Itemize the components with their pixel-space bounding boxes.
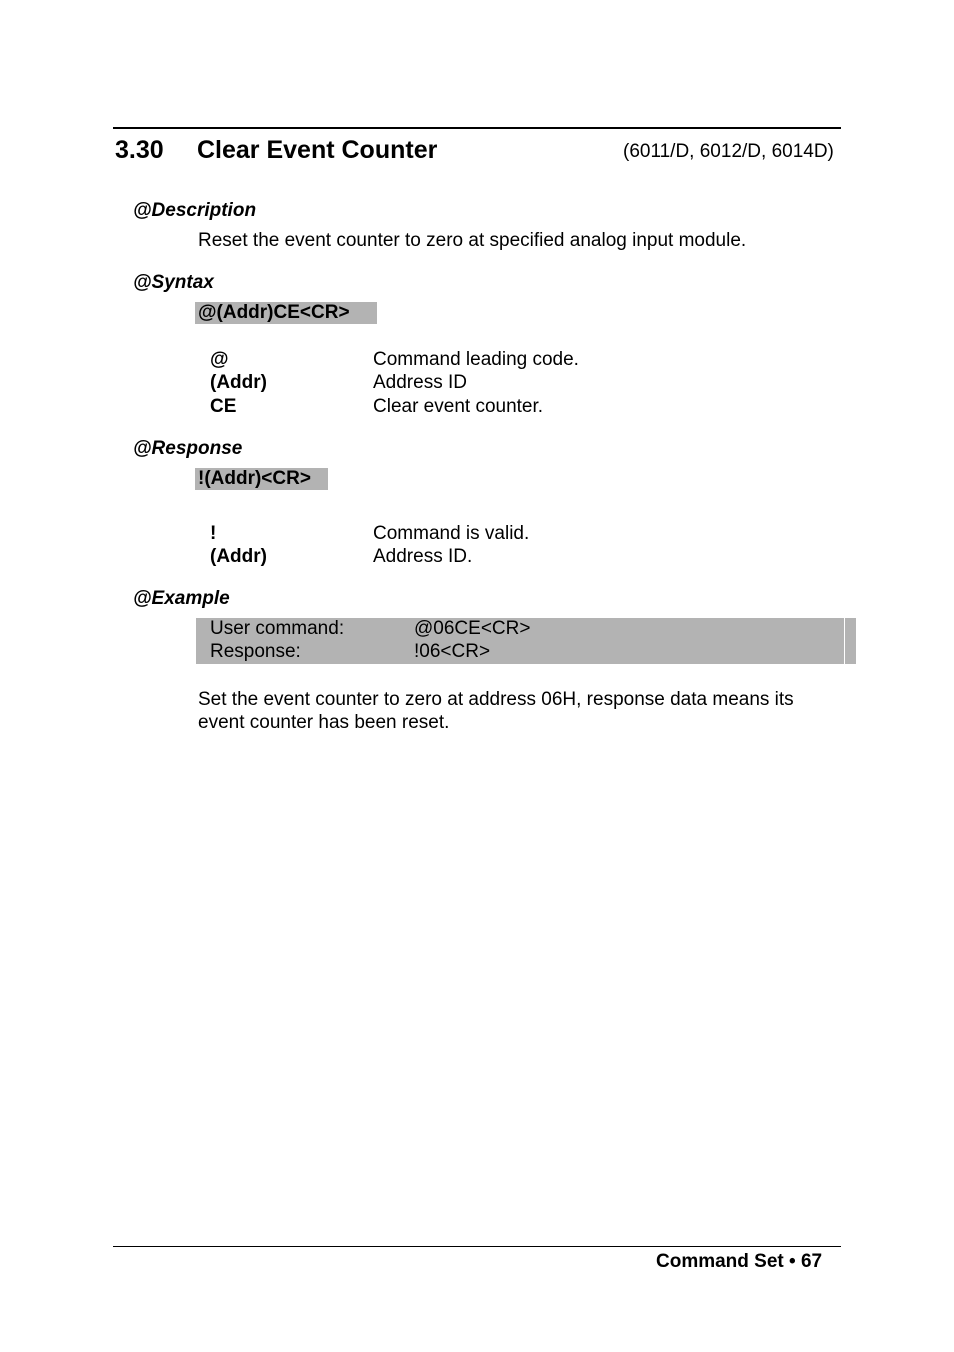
example-note-line1: Set the event counter to zero at address 06H, response data means its	[198, 689, 794, 710]
example-row-value: !06<CR>	[414, 641, 491, 662]
description-text: Reset the event counter to zero at specified analog input module.	[198, 230, 747, 251]
example-heading: @Example	[133, 588, 230, 609]
syntax-param-name: (Addr)	[210, 372, 267, 393]
response-heading: @Response	[133, 438, 243, 459]
bottom-rule	[113, 1246, 841, 1247]
response-param-name: (Addr)	[210, 546, 267, 567]
syntax-param-desc: Address ID	[373, 372, 467, 393]
response-param-desc: Command is valid.	[373, 523, 530, 544]
example-note-line2: event counter has been reset.	[198, 712, 450, 733]
example-row-value: @06CE<CR>	[414, 618, 531, 639]
table-cell-divider	[844, 618, 845, 664]
example-table	[196, 618, 856, 664]
description-heading: @Description	[133, 200, 257, 221]
example-row-label: User command:	[210, 618, 345, 639]
response-command: !(Addr)<CR>	[195, 468, 328, 490]
syntax-param-name: @	[210, 349, 229, 370]
syntax-command: @(Addr)CE<CR>	[195, 302, 377, 324]
response-param-desc: Address ID.	[373, 546, 473, 567]
example-row	[196, 641, 856, 664]
syntax-param-desc: Command leading code.	[373, 349, 579, 370]
syntax-param-name: CE	[210, 396, 237, 417]
top-rule	[113, 127, 841, 129]
section-title: Clear Event Counter	[197, 136, 438, 164]
example-row	[196, 618, 856, 641]
section-models: (6011/D, 6012/D, 6014D)	[623, 141, 834, 162]
response-param-name: !	[210, 523, 217, 544]
section-number: 3.30	[115, 136, 164, 164]
example-row-label: Response:	[210, 641, 301, 662]
page-footer: Command Set • 67	[656, 1251, 823, 1272]
syntax-heading: @Syntax	[133, 272, 214, 293]
syntax-param-desc: Clear event counter.	[373, 396, 544, 417]
